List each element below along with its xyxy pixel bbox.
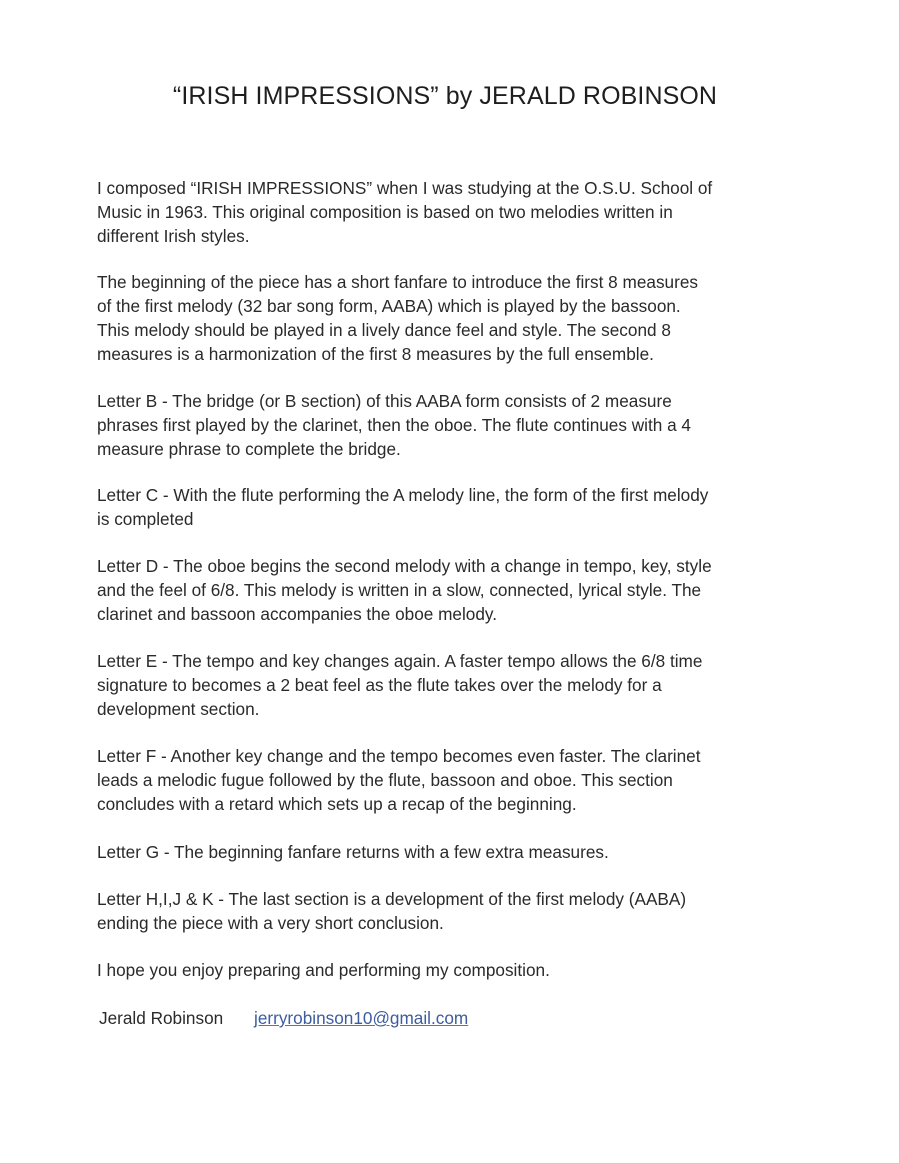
email-link[interactable]: jerryrobinson10@gmail.com (254, 1008, 469, 1028)
paragraph-letter-d: Letter D - The oboe begins the second melody with a change in tempo, key, style and the feel of 6/8. This melody is written in a slow, connected, lyrical style. The clarinet and bassoon accompanies the oboe melody. (97, 556, 712, 624)
paragraph-beginning: The beginning of the piece has a short fanfare to introduce the first 8 measures of the first melody (32 bar song form, AABA) which is played by the bassoon. This melody should be played in a lively dance feel and style. The second 8 measures is a harmonization of the first 8 measures by the full ensemble. (97, 272, 698, 364)
paragraph-intro: I composed “IRISH IMPRESSIONS” when I was studying at the O.S.U. School of Music in 1963. This original composition is based on two melodies written in different Irish styles. (97, 178, 713, 246)
signature-name: Jerald Robinson (99, 1008, 224, 1028)
paragraph-letter-g: Letter G - The beginning fanfare returns with a few extra measures. (97, 842, 609, 862)
paragraph-letter-e: Letter E - The tempo and key changes again. A faster tempo allows the 6/8 time signature to becomes a 2 beat feel as the flute takes over the melody for a development section. (97, 651, 703, 719)
signature-line (99, 1006, 468, 1030)
paragraph-letter-f: Letter F - Another key change and the tempo becomes even faster. The clarinet leads a melodic fugue followed by the flute, bassoon and oboe. This section concludes with a retard which sets up a recap of the beginning. (97, 746, 701, 814)
paragraph-letter-h-k: Letter H,I,J & K - The last section is a development of the first melody (AABA) ending the piece with a very short conclusion. (97, 889, 687, 933)
paragraph-letter-b: Letter B - The bridge (or B section) of this AABA form consists of 2 measure phrases first played by the clarinet, then the oboe. The flute continues with a 4 measure phrase to complete the bridge. (97, 391, 691, 459)
paragraph-letter-c: Letter C - With the flute performing the A melody line, the form of the first melody is completed (97, 485, 709, 529)
paragraph-closing: I hope you enjoy preparing and performing my composition. (97, 960, 550, 980)
page-title: “IRISH IMPRESSIONS” by JERALD ROBINSON (172, 82, 718, 110)
